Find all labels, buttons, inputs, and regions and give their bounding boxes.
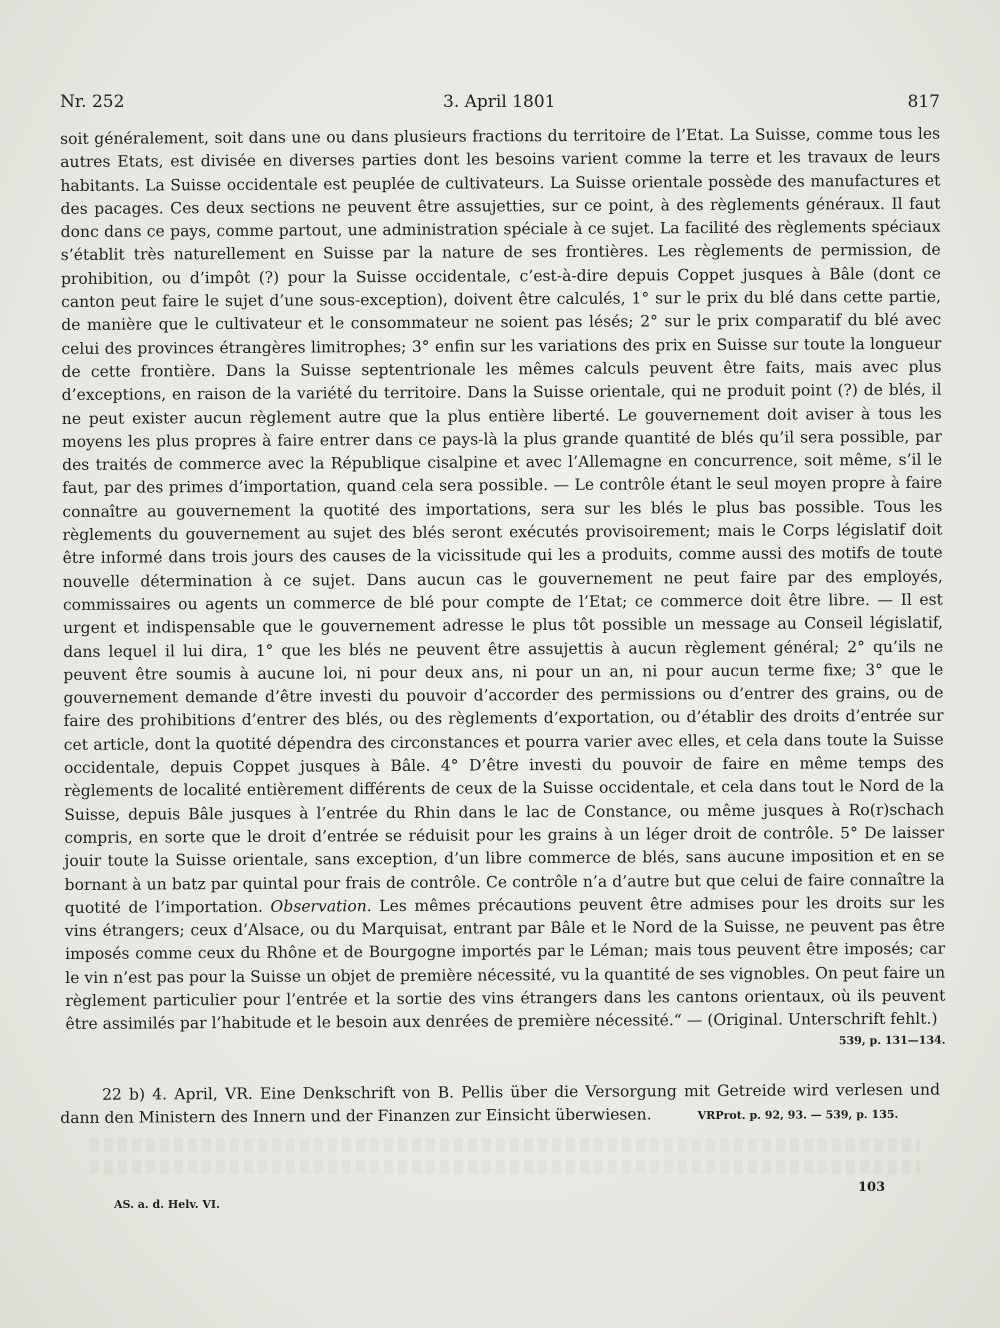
bleed-through-shadow — [90, 1160, 920, 1174]
paragraph — [60, 123, 946, 1037]
protocol-entry — [60, 1079, 940, 1132]
document-date: 3. April 1801 — [443, 92, 556, 112]
page-number: 817 — [907, 92, 940, 112]
entry-text: 22 b) 4. April, VR. Eine Denkschrift von B. Pellis über die Versorgung mit Getreide wird verlesen und dann den Ministern des Innern und der Finanzen zur Einsicht überwiesen. — [60, 1080, 941, 1128]
entry-reference: VRProt. p. 92, 93. — 539, p. 135. — [697, 1108, 899, 1123]
entry-paragraph — [60, 1079, 940, 1132]
bleed-through-shadow — [90, 1138, 920, 1152]
page-header — [60, 92, 940, 122]
document-number: Nr. 252 — [60, 92, 125, 112]
sheet-number: 103 — [858, 1180, 886, 1195]
observation-label: Observation. — [270, 896, 372, 916]
footer-signature: AS. a. d. Helv. VI. — [114, 1198, 220, 1211]
observation-text: Les mêmes précautions peuvent être admises pour les droits sur les vins étrangers; ceux d’Alsace, ou du Marquisat, entrant par Bâle et le Nord de la Suisse, ne peuvent pas être imposés comme ceux du Rhône et de Bourgogne importés par le Léman; mais tous peuvent être imposés; car le vin n’est pas pour la Suisse un objet de première nécessité, vu la quantité de ses vignobles. On peut faire un règlement particulier pour l’entrée et la sortie des vins étrangers dans les cantons orientaux, où ils peuvent être assimilés par l’habitude et le besoin aux denrées de première nécessité.“ — (Original. Unterschrift fehlt.) — [64, 893, 946, 1034]
source-reference: 539, p. 131—134. — [838, 1033, 946, 1047]
paragraph-text: soit généralement, soit dans une ou dans plusieurs fractions du territoire de l’Etat. La Suisse, comme tous les autres Etats, est divisée en diverses parties dont les besoins varient comme la terre et les travaux de leurs habitants. La Suisse occidentale est peuplée de cultivateurs. La Suisse orientale possède des manufactures et des pacages. Ces deux sections ne peuvent être assujetties, sur ce point, à des règlements généraux. Il faut donc dans ce pays, comme partout, une administration spéciale à ce sujet. La facilité des règlements spéciaux s’établit très naturellement en Suisse par la nature de ses frontières. Les règlements de permission, de prohibition, ou d’impôt (?) pour la Suisse occidentale, c’est-à-dire depuis Coppet jusques à Bâle (dont ce canton peut faire le sujet d’une sous-exception), doivent être calculés, 1° sur le prix du blé dans cette partie, de manière que le cultivateur et le consommateur ne soient pas lésés; 2° sur le prix comparatif du blé avec celui des provinces étrangères limitrophes; 3° enfin sur les variations des prix en Suisse sur toute la longueur de cette frontière. Dans la Suisse septentrionale les mêmes calculs peuvent être faits, mais avec plus d’exceptions, en raison de la variété du territoire. Dans la Suisse orientale, qui ne produit point (?) de blés, il ne peut exister aucun règlement autre que la plus entière liberté. Le gouvernement doit aviser à tous les moyens les plus propres à faire entrer dans ce pays-là la plus grande quantité de blés qu’il sera possible, par des traités de commerce avec la République cisalpine et avec l’Allemagne en concurrence, soit même, s’il le faut, par des primes d’importation, quand cela sera possible. — Le contrôle étant le seul moyen propre à faire connaître au gouvernement la quotité des importations, sera sur les blés le plus bas possible. Tous les règlements du gouvernement au sujet des blés seront exécutés provisoirement; mais le Corps législatif doit être informé dans trois jours des causes de la vicissitude qui les a produits, comme aussi des motifs de toute nouvelle détermination à ce sujet. Dans aucun cas le gouvernement ne peut faire par des employés, commissaires ou agents un commerce de blé pour compte de l’Etat; ce commerce doit être libre. — Il est urgent et indispensable que le gouvernement adresse le plus tôt possible un message au Conseil législatif, dans lequel il lui dira, 1° que les blés ne peuvent être assujettis à aucun règlement général; 2° qu’ils ne peuvent être soumis à aucune loi, ni pour deux ans, ni pour un an, ni pour aucun terme fixe; 3° que le gouvernement demande d’être investi du pouvoir d’accorder des permissions ou d’entrer des grains, ou de faire des prohibitions d’entrer des blés, ou des règlements d’exportation, ou d’établir des droits d’entrée sur cet article, dont la quotité dépendra des circonstances et pourra varier avec elles, et cela dans toute la Suisse occidentale, depuis Coppet jusques à Bâle. 4° D’être investi du pouvoir de faire en même temps des règlements de localité entièrement différents de ceux de la Suisse occidentale, et cela dans tout le Nord de la Suisse, depuis Bâle jusques à l’entrée du Rhin dans le lac de Constance, ou même jusques à Ro(r)schach compris, en sorte que le droit d’entrée se réduisit pour les grains à un léger droit de contrôle. 5° De laisser jouir toute la Suisse orientale, sans exception, d’un libre commerce de blés, sans aucune imposition et en se bornant à un batz par quintal pour frais de contrôle. Ce contrôle n’a d’autre but que celui de faire connaître la quotité de l’importation. — [60, 124, 945, 917]
main-text — [60, 123, 946, 1054]
